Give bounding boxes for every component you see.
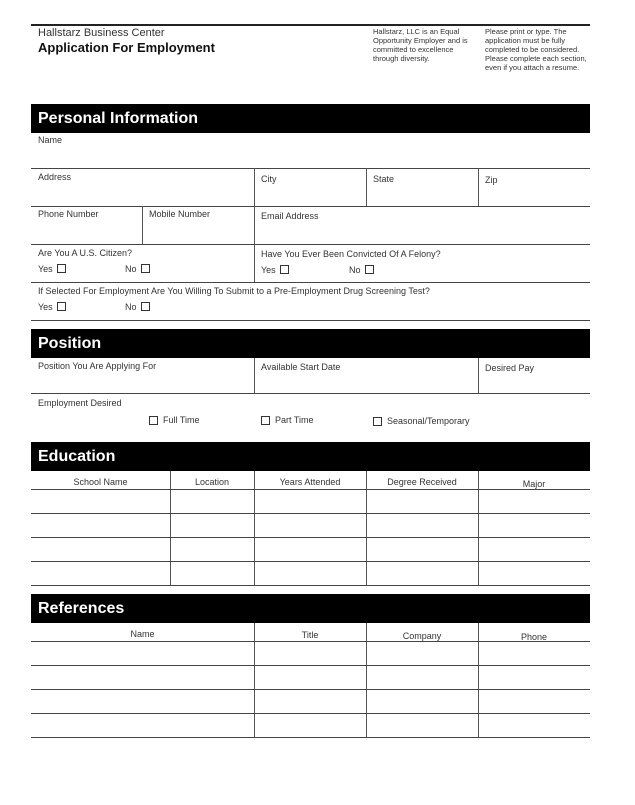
divider — [254, 206, 255, 244]
drug-no-checkbox[interactable] — [141, 302, 150, 311]
education-col-major: Major — [522, 479, 546, 489]
instructions: Please print or type. The application must be fully completed to be considered. Please complete each section, even if you attach a resume. — [485, 27, 587, 72]
education-row-line — [31, 537, 590, 538]
section-personal-information: Personal Information — [31, 104, 590, 133]
divider — [142, 206, 143, 244]
email-label: Email Address — [261, 211, 319, 221]
drug-test-question: If Selected For Employment Are You Willing To Submit to a Pre-Employment Drug Screening Test? — [38, 286, 430, 296]
education-row-line — [31, 561, 590, 562]
employment-desired-label: Employment Desired — [38, 398, 122, 408]
desired-pay-label: Desired Pay — [485, 363, 535, 373]
divider — [254, 244, 255, 282]
part-time-checkbox[interactable] — [261, 416, 270, 425]
address-line — [31, 206, 590, 207]
citizen-yes-label: Yes — [38, 264, 53, 274]
drug-line — [31, 320, 590, 321]
divider — [478, 358, 479, 393]
references-header-line — [31, 641, 590, 642]
drug-yes-checkbox[interactable] — [57, 302, 66, 311]
felony-yes-label: Yes — [261, 265, 276, 275]
education-row-line — [31, 513, 590, 514]
section-position: Position — [31, 329, 590, 358]
part-time-label: Part Time — [275, 415, 314, 425]
divider — [254, 358, 255, 393]
citizen-yes-checkbox[interactable] — [57, 264, 66, 273]
citizen-no-checkbox[interactable] — [141, 264, 150, 273]
top-rule — [31, 24, 590, 26]
references-col-phone: Phone — [520, 632, 548, 642]
references-col-company: Company — [402, 631, 442, 641]
education-col-years: Years Attended — [279, 477, 341, 487]
education-header-line — [31, 489, 590, 490]
references-col-title: Title — [301, 630, 319, 640]
company-name: Hallstarz Business Center — [38, 27, 165, 39]
position-applying-label: Position You Are Applying For — [38, 361, 157, 371]
divider — [478, 168, 479, 206]
education-col-location: Location — [194, 477, 230, 487]
page-title: Application For Employment — [38, 40, 215, 55]
seasonal-label: Seasonal/Temporary — [387, 416, 470, 426]
eeo-statement: Hallstarz, LLC is an Equal Opportunity Employer and is committed to excellence through diversity. — [373, 27, 468, 63]
felony-yes-checkbox[interactable] — [280, 265, 289, 274]
references-row-line — [31, 689, 590, 690]
start-date-label: Available Start Date — [261, 362, 341, 372]
citizen-no-label: No — [125, 264, 137, 274]
references-row-line — [31, 713, 590, 714]
drug-yes-label: Yes — [38, 302, 53, 312]
divider — [366, 168, 367, 206]
full-time-label: Full Time — [163, 415, 200, 425]
citizen-question: Are You A U.S. Citizen? — [38, 248, 133, 258]
citizen-line — [31, 282, 590, 283]
zip-label: Zip — [485, 175, 498, 185]
references-col-name: Name — [130, 629, 155, 639]
phone-label: Phone Number — [38, 209, 99, 219]
drug-no-label: No — [125, 302, 137, 312]
mobile-label: Mobile Number — [149, 209, 211, 219]
education-col-school: School Name — [73, 477, 128, 487]
address-label: Address — [38, 172, 72, 182]
references-row-line — [31, 737, 590, 738]
education-col-degree: Degree Received — [387, 477, 457, 487]
section-education: Education — [31, 442, 590, 471]
name-label: Name — [38, 135, 63, 145]
name-line — [31, 168, 590, 169]
phone-line — [31, 244, 590, 245]
seasonal-checkbox[interactable] — [373, 417, 382, 426]
education-row-line — [31, 585, 590, 586]
references-row-line — [31, 665, 590, 666]
city-label: City — [261, 174, 277, 184]
state-label: State — [373, 174, 395, 184]
felony-no-checkbox[interactable] — [365, 265, 374, 274]
felony-question: Have You Ever Been Convicted Of A Felony? — [261, 249, 441, 259]
section-references: References — [31, 594, 590, 623]
felony-no-label: No — [349, 265, 361, 275]
position-line — [31, 393, 590, 394]
divider — [254, 168, 255, 206]
full-time-checkbox[interactable] — [149, 416, 158, 425]
